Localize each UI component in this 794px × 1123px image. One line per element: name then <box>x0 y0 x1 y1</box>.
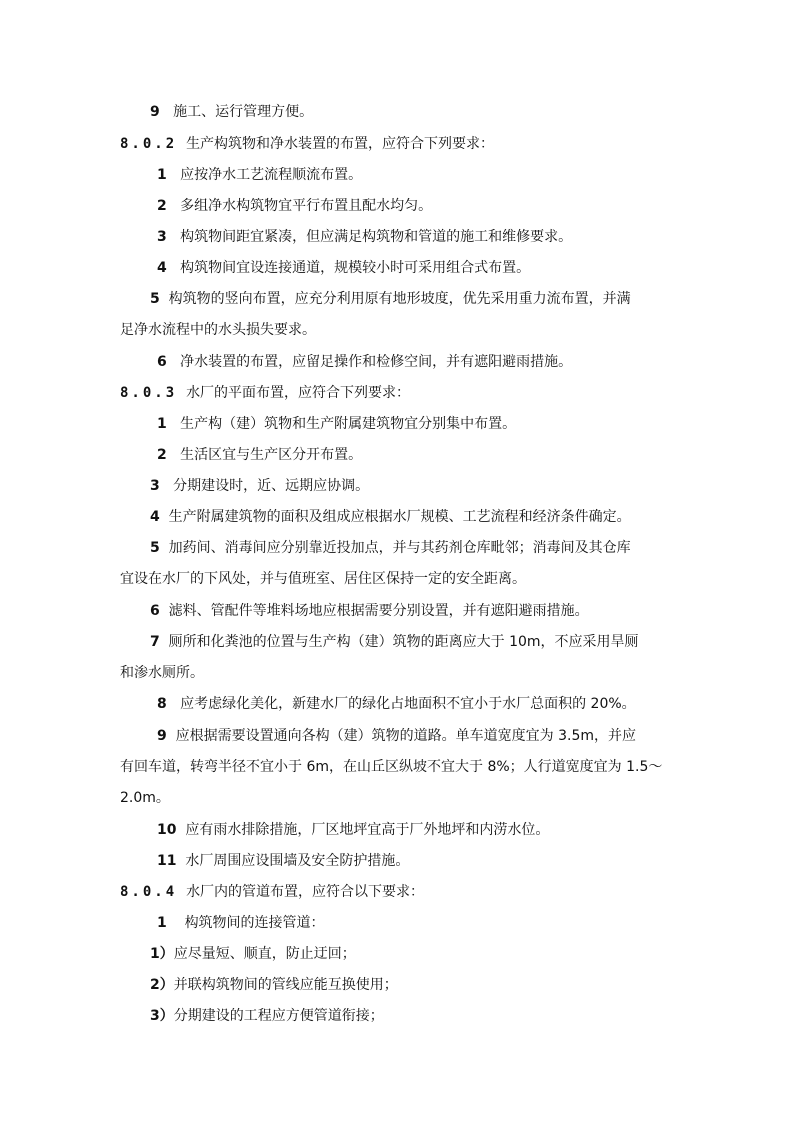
text-line <box>157 258 530 278</box>
text-line <box>150 975 398 995</box>
text-line <box>150 1006 384 1026</box>
text-line-continuation <box>120 757 662 777</box>
line-text: 多组净水构筑物宜平行布置且配水均匀。 <box>180 198 433 214</box>
item-number: 6 <box>150 603 160 619</box>
line-text: 构筑物的竖向布置，应充分利用原有地形坡度，优先采用重力流布置，并满 <box>168 291 631 307</box>
text-line <box>150 538 631 558</box>
text-line <box>157 445 362 465</box>
item-number: 1） <box>150 946 174 962</box>
text-line <box>157 913 325 933</box>
line-text: 分期建设时，近、远期应协调。 <box>173 478 370 494</box>
line-text: 应根据需要设置通向各构（建）筑物的道路。单车道宽度宜为 3.5m，并应 <box>175 728 637 744</box>
item-number: 3 <box>157 229 167 245</box>
section-number: 8.0.4 <box>120 884 178 900</box>
text-line <box>150 507 631 527</box>
item-number: 1 <box>157 167 167 183</box>
line-text: 净水装置的布置，应留足操作和检修空间，并有遮阳避雨措施。 <box>180 354 573 370</box>
text-line <box>150 944 356 964</box>
section-line <box>120 383 410 403</box>
item-number: 9 <box>157 728 167 744</box>
line-text: 生活区宜与生产区分开布置。 <box>180 447 363 463</box>
item-number: 5 <box>150 291 160 307</box>
item-number: 3 <box>150 478 160 494</box>
item-number: 1 <box>157 915 167 931</box>
line-text: 生产附属建筑物的面积及组成应根据水厂规模、工艺流程和经济条件确定。 <box>168 509 631 525</box>
text-line <box>150 476 369 496</box>
item-number: 4 <box>150 509 160 525</box>
text-line-continuation <box>120 788 170 808</box>
line-text: 水厂周围应设围墙及安全防护措施。 <box>185 853 410 869</box>
text-line <box>157 165 362 185</box>
line-text: 宜设在水厂的下风处，并与值班室、居住区保持一定的安全距离。 <box>120 571 526 587</box>
line-text: 滤料、管配件等堆料场地应根据需要分别设置，并有遮阳避雨措施。 <box>168 603 589 619</box>
text-line <box>157 352 572 372</box>
item-number: 7 <box>150 634 160 650</box>
item-number: 2 <box>157 447 167 463</box>
text-line <box>150 289 631 309</box>
text-line <box>157 227 572 247</box>
line-text: 构筑物间宜设连接通道，规模较小时可采用组合式布置。 <box>180 260 531 276</box>
item-number: 2 <box>157 198 167 214</box>
line-text: 有回车道，转弯半径不宜小于 6m，在山丘区纵坡不宜大于 8%；人行道宽度宜为 1.5～ <box>120 759 663 775</box>
line-text: 分期建设的工程应方便管道衔接； <box>173 1008 384 1024</box>
text-line-continuation <box>120 320 316 340</box>
line-text: 厕所和化粪池的位置与生产构（建）筑物的距离应大于 10m，不应采用旱厕 <box>168 634 639 650</box>
line-text: 水厂的平面布置，应符合下列要求： <box>186 385 411 401</box>
item-number: 4 <box>157 260 167 276</box>
text-line <box>157 820 549 840</box>
line-text: 应尽量短、顺直，防止迂回； <box>173 946 356 962</box>
text-line-continuation <box>120 663 204 683</box>
text-line <box>157 414 516 434</box>
line-text: 2.0m。 <box>120 790 170 806</box>
line-text: 施工、运行管理方便。 <box>173 104 314 120</box>
text-line <box>157 851 409 871</box>
text-line-continuation <box>120 569 526 589</box>
line-text: 水厂内的管道布置，应符合以下要求： <box>186 884 425 900</box>
line-text: 并联构筑物间的管线应能互换使用； <box>173 977 398 993</box>
section-number: 8.0.2 <box>120 136 178 152</box>
text-line <box>157 726 636 746</box>
section-line <box>120 882 424 902</box>
text-line <box>157 196 432 216</box>
line-text: 构筑物间距宜紧凑，但应满足构筑物和管道的施工和维修要求。 <box>180 229 573 245</box>
item-number: 1 <box>157 416 167 432</box>
item-number: 10 <box>157 822 177 838</box>
line-text: 应有雨水排除措施，厂区地坪宜高于厂外地坪和内涝水位。 <box>185 822 550 838</box>
item-number: 9 <box>150 104 160 120</box>
item-number: 5 <box>150 540 160 556</box>
line-text: 生产构筑物和净水装置的布置，应符合下列要求： <box>186 136 495 152</box>
text-line <box>157 694 636 714</box>
line-text: 应考虑绿化美化，新建水厂的绿化占地面积不宜小于水厂总面积的 20%。 <box>180 696 636 712</box>
section-number: 8.0.3 <box>120 385 178 401</box>
item-number: 3） <box>150 1008 174 1024</box>
text-line <box>150 102 313 122</box>
text-line <box>150 632 639 652</box>
line-text: 构筑物间的连接管道： <box>184 915 325 931</box>
line-text: 生产构（建）筑物和生产附属建筑物宜分别集中布置。 <box>180 416 517 432</box>
item-number: 2） <box>150 977 174 993</box>
line-text: 足净水流程中的水头损失要求。 <box>120 322 316 338</box>
text-line <box>150 601 589 621</box>
item-number: 11 <box>157 853 177 869</box>
section-line <box>120 134 494 154</box>
item-number: 8 <box>157 696 167 712</box>
item-number: 6 <box>157 354 167 370</box>
line-text: 应按净水工艺流程顺流布置。 <box>180 167 363 183</box>
line-text: 加药间、消毒间应分别靠近投加点，并与其药剂仓库毗邻；消毒间及其仓库 <box>168 540 631 556</box>
line-text: 和渗水厕所。 <box>120 665 204 681</box>
